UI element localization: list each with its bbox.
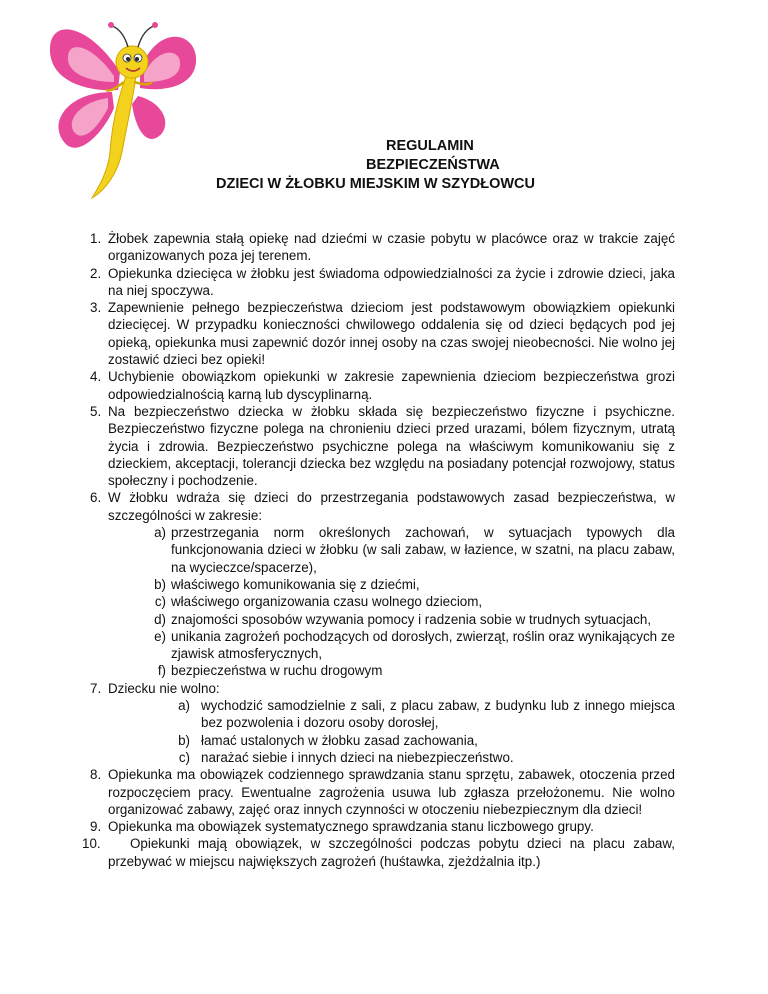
title-line-2: BEZPIECZEŃSTWA (366, 157, 500, 173)
sub-item-text: bezpieczeństwa w ruchu drogowym (171, 663, 383, 679)
sub-item-text: znajomości sposobów wzywania pomocy i radzenia sobie w trudnych sytuacjach, (171, 611, 652, 627)
sub-item-6c (108, 593, 675, 610)
sub-item-label: e) (154, 628, 166, 644)
item-number: 8. (90, 767, 102, 783)
item-text: Dziecku nie wolno: (108, 680, 220, 696)
item-number: 2. (90, 265, 102, 281)
item-text: Na bezpieczeństwo dziecka w żłobku składa się bezpieczeństwo fizyczne i psychiczne. Bezpieczeństwo fizyczne polega na chronieniu dzieci przed urazami, bólem fizycznym, utratą życia i zdrowia. Bezpieczeństwo psychiczne polega na właściwym komunikowaniu się z dzieckiem, akceptacji, tolerancji dziecka bez względu na posiadany potencjał rozwojowy, status społeczny i pochodzenie. (108, 403, 675, 489)
list-item-5 (90, 403, 675, 489)
list-item-1 (90, 230, 675, 265)
sub-item-text: unikania zagrożeń pochodzących od dorosłych, zwierząt, roślin oraz wynikających ze zjawisk atmosferycznych, (171, 628, 675, 662)
list-item-8 (90, 766, 675, 818)
item-text: Zapewnienie pełnego bezpieczeństwa dzieciom jest podstawowym obowiązkiem opiekunki dziecięcej. W przypadku konieczności chwilowego oddalenia się od dzieci będących pod jej opieką, opiekunka musi zapewnić dozór innej osoby na czas swojej nieobecności. Nie wolno jej zostawić dzieci bez opieki! (108, 300, 675, 368)
sub-item-label: c) (178, 749, 190, 765)
sub-item-text: właściwego organizowania czasu wolnego dzieciom, (171, 594, 483, 610)
list-item-3 (90, 299, 675, 368)
sub-item-6b (108, 576, 675, 593)
item-text: Opiekunki mają obowiązek, w szczególności podczas pobytu dzieci na placu zabaw, przebywać w miejscu największych zagrożeń (huśtawka, zjeżdżalnia itp.) (108, 836, 675, 869)
sub-item-6a (108, 524, 675, 576)
item-text: Uchybienie obowiązkom opiekunki w zakresie zapewnienia dzieciom bezpieczeństwa grozi odpowiedzialnością karną lub dyscyplinarną. (108, 369, 675, 402)
item-number: 3. (90, 300, 102, 316)
item-text: Opiekunka ma obowiązek systematycznego sprawdzania stanu liczbowego grupy. (108, 819, 594, 835)
sub-item-label: a) (154, 525, 166, 541)
sub-item-7c (108, 749, 675, 766)
item-number: 5. (90, 403, 102, 419)
list-item-2 (90, 265, 675, 300)
sub-item-6f (108, 662, 675, 679)
sub-item-text: łamać ustalonych w żłobku zasad zachowania, (201, 732, 478, 748)
sub-item-6e (108, 628, 675, 663)
butterfly-wing-lower-right (132, 96, 165, 139)
list-item-4 (90, 368, 675, 403)
item-number: 6. (90, 490, 102, 506)
title-line-1: REGULAMIN (386, 138, 474, 154)
list-item-9 (90, 818, 675, 835)
item-number: 7. (90, 680, 102, 696)
sub-item-6d (108, 611, 675, 628)
list-item-10 (82, 835, 675, 870)
sub-item-text: narażać siebie i innych dzieci na niebezpieczeństwo. (201, 749, 514, 765)
list-item-7 (90, 680, 675, 697)
list-item-6 (90, 489, 675, 524)
title-line-3: DZIECI W ŻŁOBKU MIEJSKIM W SZYDŁOWCU (216, 176, 535, 192)
sub-item-label: f) (157, 663, 166, 679)
sub-item-text: przestrzegania norm określonych zachowań, w sytuacjach typowych dla funkcjonowania dzieci w żłobku (w sali zabaw, w łazience, w szatni, na placu zabaw, na wycieczce/spacerze), (171, 525, 675, 575)
butterfly-head (116, 46, 148, 78)
item-number: 10. (82, 836, 101, 852)
sub-item-label: d) (154, 611, 166, 627)
sub-item-label: c) (154, 594, 166, 610)
sub-item-7a (108, 697, 675, 732)
item-text: Żłobek zapewnia stałą opiekę nad dziećmi w czasie pobytu w placówce oraz w trakcie zajęć organizowanych poza jej terenem. (108, 231, 675, 264)
item-number: 9. (90, 819, 102, 835)
sub-item-label: b) (178, 732, 190, 748)
item-text: Opiekunka dziecięca w żłobku jest świadoma odpowiedzialności za życie i zdrowie dzieci, jaka na niej spoczywa. (108, 265, 675, 298)
sub-item-label: a) (178, 698, 190, 714)
sub-item-text: wychodzić samodzielnie z sali, z placu zabaw, z budynku lub z innego miejsca bez pozwolenia i dozoru osoby dorosłej, (201, 698, 675, 731)
regulations-list (82, 230, 675, 870)
document-title (0, 137, 768, 194)
item-text: W żłobku wdraża się dzieci do przestrzegania podstawowych zasad bezpieczeństwa, w szczególności w zakresie: (108, 490, 675, 523)
sub-item-7b (108, 732, 675, 749)
item-text: Opiekunka ma obowiązek codziennego sprawdzania stanu sprzętu, zabawek, otoczenia przed rozpoczęciem pracy. Ewentualne zagrożenia usuwa lub zgłasza przełożonemu. Nie wolno organizować zabawy, zajęć oraz innych czynności w otoczeniu niebezpiecznym dla dzieci! (108, 767, 675, 817)
item-number: 1. (90, 231, 102, 246)
sub-item-text: właściwego komunikowania się z dziećmi, (171, 576, 420, 592)
item-number: 4. (90, 369, 102, 385)
sub-item-label: b) (154, 576, 166, 592)
